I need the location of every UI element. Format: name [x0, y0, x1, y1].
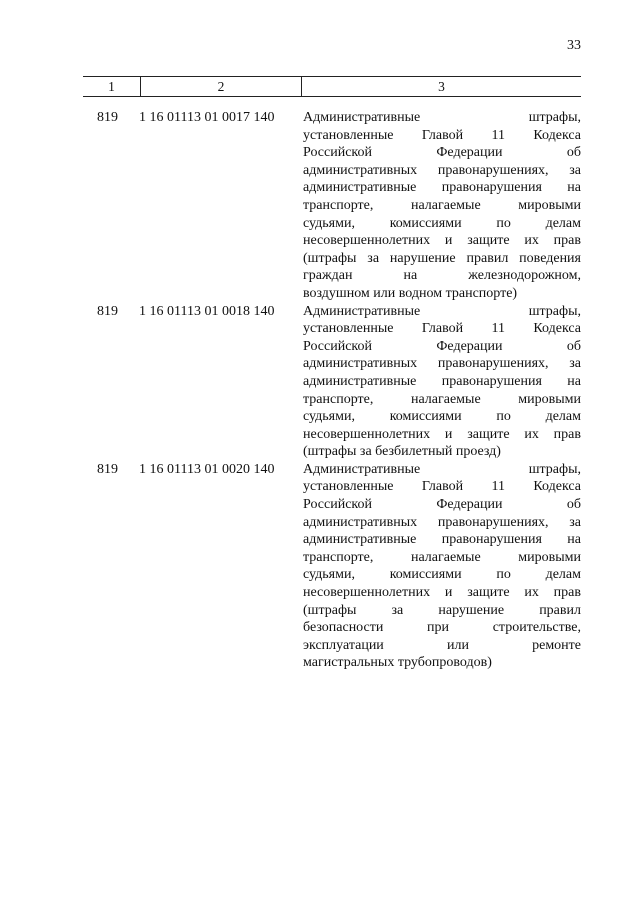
description-line: судьями, комиссиями по делам — [303, 215, 581, 231]
budget-code-cell: 1 16 01113 01 0017 140 — [139, 110, 275, 125]
description-line: (штрафы за нарушение правил — [303, 602, 581, 618]
description-line: административных правонарушениях, за — [303, 514, 581, 530]
description-line: административных правонарушениях, за — [303, 162, 581, 178]
description-line: безопасности при строительстве, — [303, 620, 581, 636]
description-line: установленные Главой 11 Кодекса — [303, 321, 581, 337]
column-header-2: 2 — [140, 77, 302, 96]
description-line: Российской Федерации об — [303, 497, 581, 513]
description-line: установленные Главой 11 Кодекса — [303, 479, 581, 495]
description-line: транспорте, налагаемые мировыми — [303, 197, 581, 213]
description-line: административные правонарушения на — [303, 532, 581, 548]
description-line: установленные Главой 11 Кодекса — [303, 127, 581, 143]
budget-code-cell: 1 16 01113 01 0018 140 — [139, 303, 275, 319]
description-line: Административные штрафы, — [303, 461, 581, 477]
description-cell — [303, 303, 581, 461]
description-line: административные правонарушения на — [303, 373, 581, 389]
table-row — [83, 461, 581, 672]
admin-code-cell: 819 — [97, 110, 118, 125]
description-line: судьями, комиссиями по делам — [303, 567, 581, 583]
table-row — [83, 109, 581, 303]
description-line: Административные штрафы, — [303, 110, 581, 125]
column-header-1: 1 — [108, 79, 115, 94]
description-line: Российской Федерации об — [303, 145, 581, 161]
description-line: транспорте, налагаемые мировыми — [303, 391, 581, 407]
page-number: 33 — [567, 38, 581, 53]
description-line: Административные штрафы, — [303, 303, 581, 319]
table-body — [83, 109, 581, 672]
admin-code-cell: 819 — [97, 303, 118, 319]
description-cell — [303, 461, 581, 672]
description-line: (штрафы за безбилетный проезд) — [303, 444, 501, 460]
description-line: магистральных трубопроводов) — [303, 655, 492, 671]
description-cell — [303, 109, 581, 303]
description-line: административные правонарушения на — [303, 180, 581, 196]
description-line: эксплуатации или ремонте — [303, 637, 581, 653]
description-line: Российской Федерации об — [303, 338, 581, 354]
description-line: несовершеннолетних и защите их прав — [303, 233, 581, 249]
description-line: воздушном или водном транспорте) — [303, 285, 518, 301]
description-line: транспорте, налагаемые мировыми — [303, 549, 581, 565]
description-line: граждан на железнодорожном, — [303, 268, 581, 284]
column-header-3: 3 — [438, 79, 445, 94]
description-line: (штрафы за нарушение правил поведения — [303, 250, 581, 266]
description-line: административных правонарушениях, за — [303, 356, 581, 372]
budget-code-cell: 1 16 01113 01 0020 140 — [139, 461, 275, 477]
description-line: несовершеннолетних и защите их прав — [303, 585, 581, 601]
description-line: несовершеннолетних и защите их прав — [303, 426, 581, 442]
admin-code-cell: 819 — [97, 461, 118, 477]
description-line: судьями, комиссиями по делам — [303, 409, 581, 425]
table-header — [83, 76, 581, 97]
table-row — [83, 303, 581, 461]
